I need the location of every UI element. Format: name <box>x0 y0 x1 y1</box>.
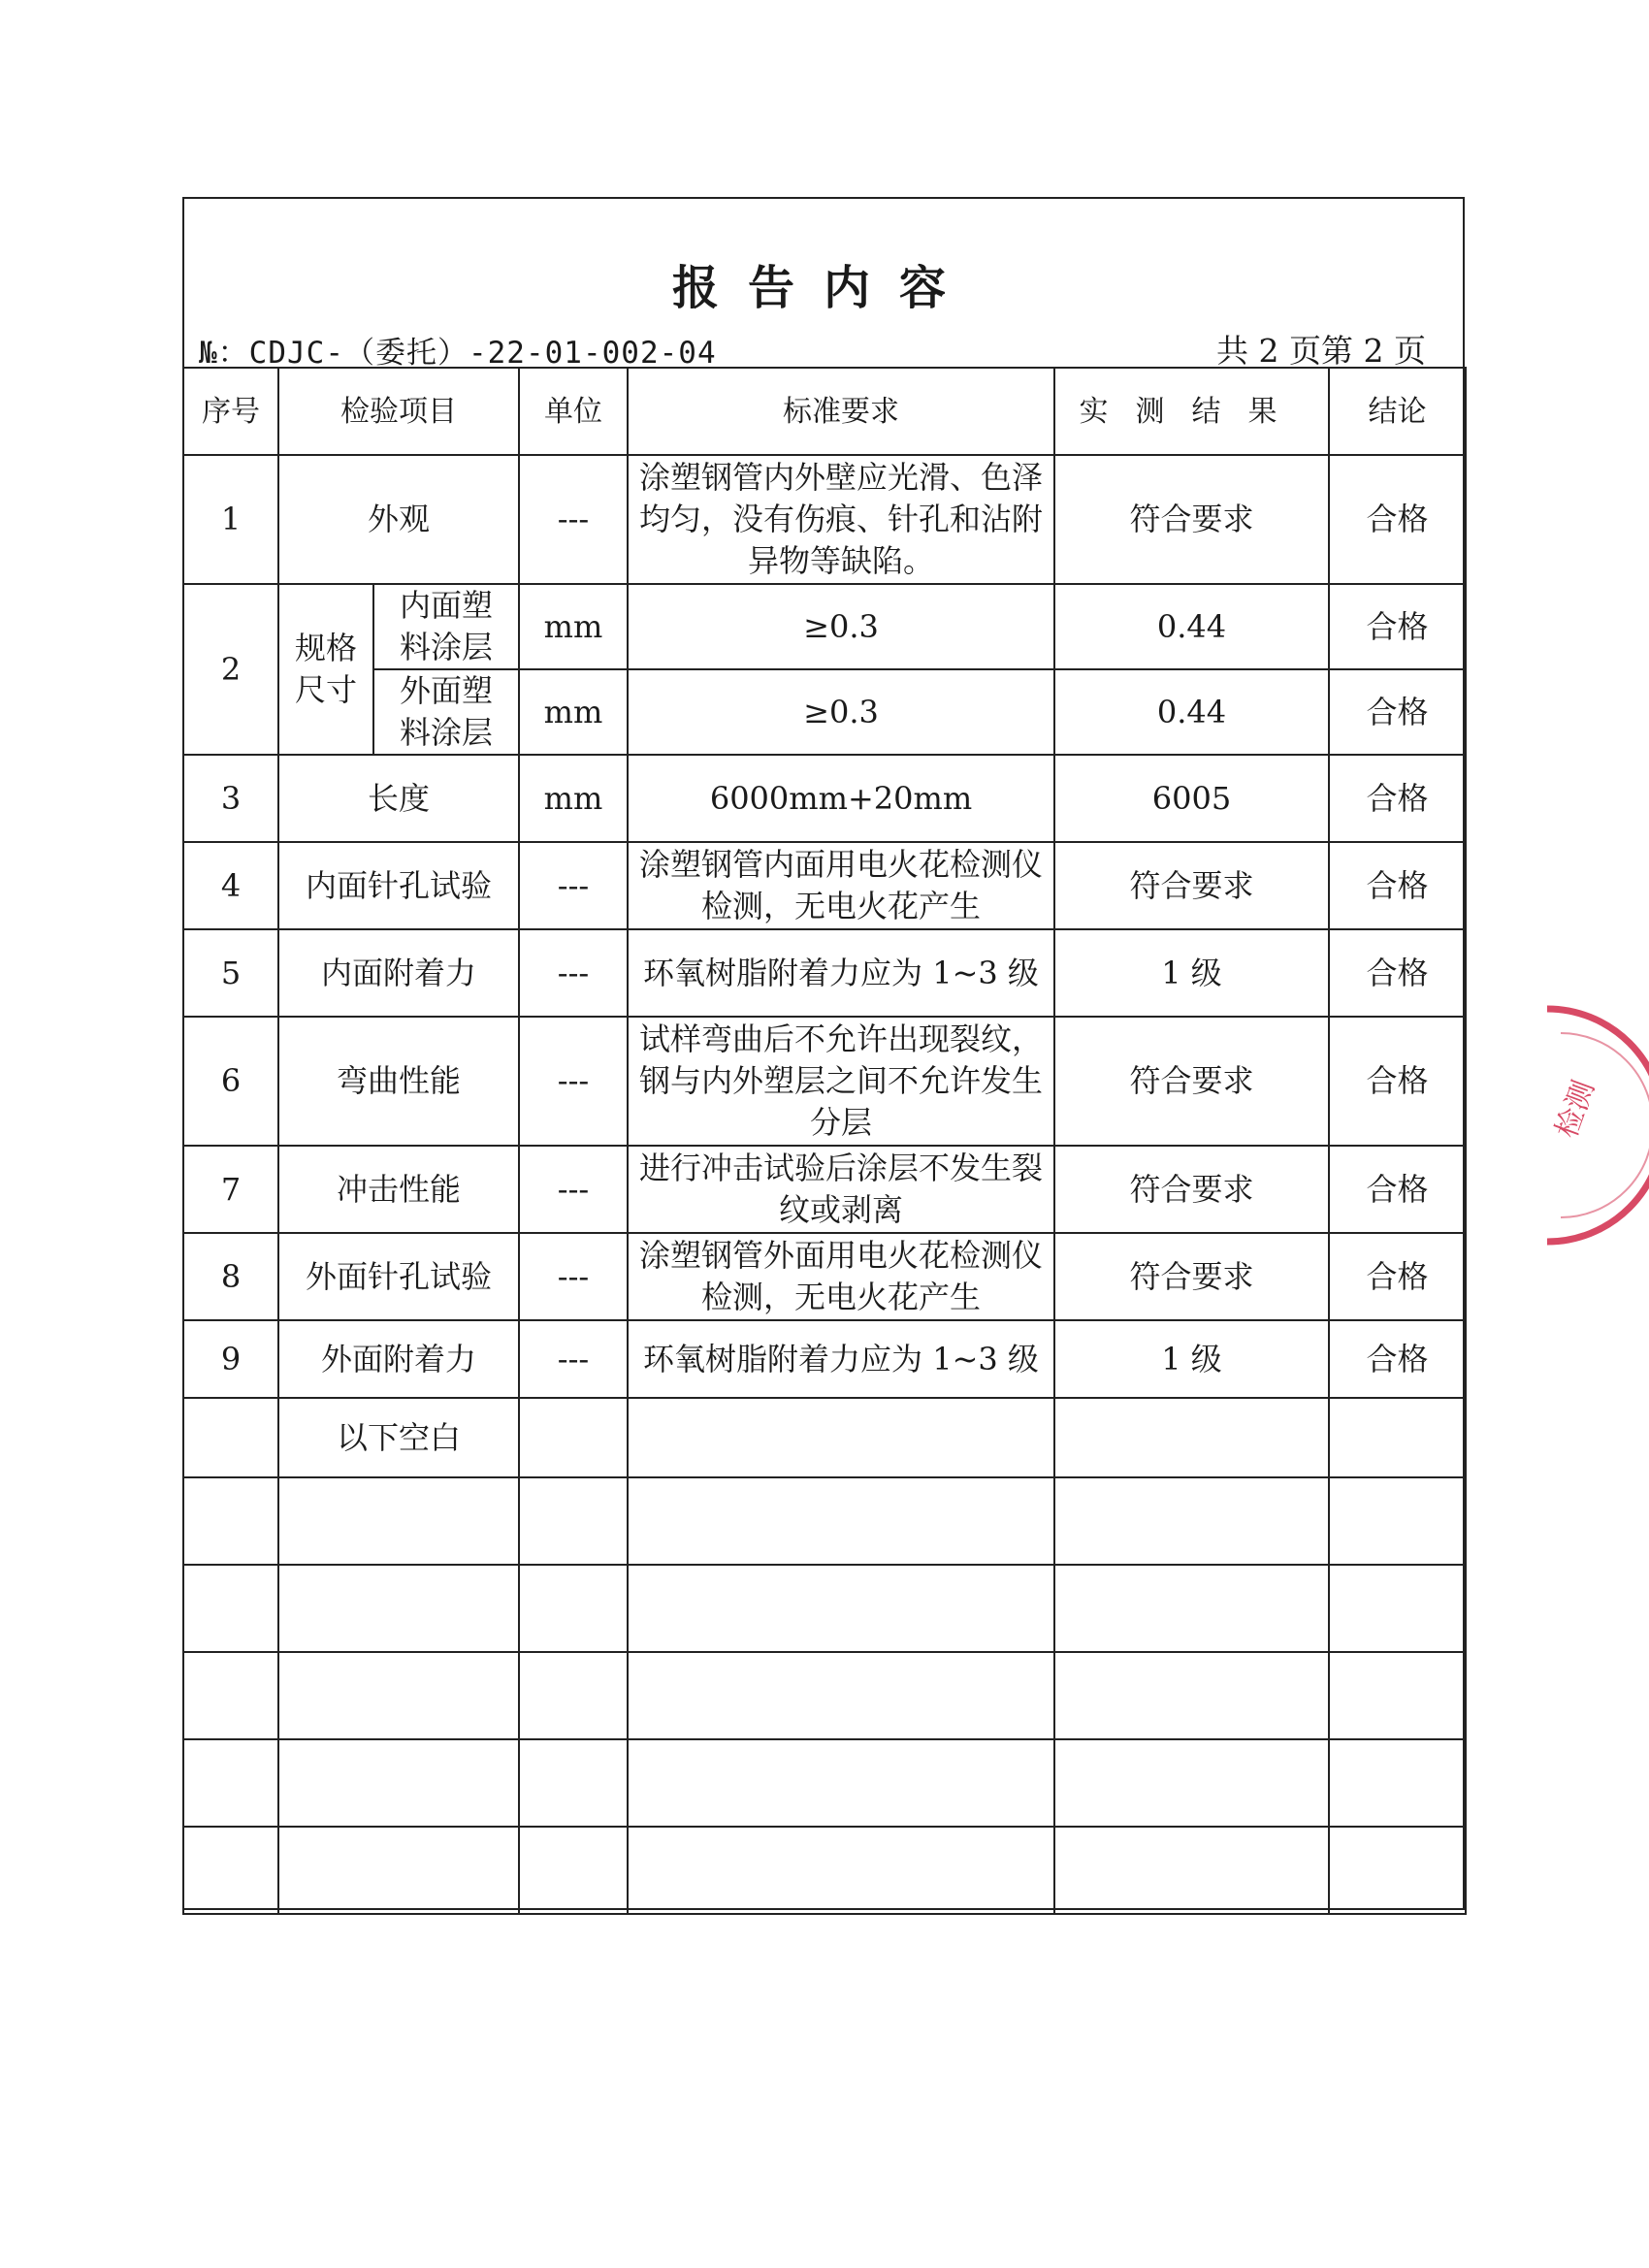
row-standard: 涂塑钢管外面用电火花检测仪检测，无电火花产生 <box>628 1233 1054 1320</box>
table-row <box>183 929 1466 1017</box>
row-conclusion: 合格 <box>1329 1233 1466 1320</box>
header-unit: 单位 <box>519 368 628 455</box>
table-row-blank-note <box>183 1398 1466 1477</box>
row-seq: 7 <box>183 1146 278 1233</box>
table-row-empty <box>183 1827 1466 1914</box>
row-result: 符合要求 <box>1054 1146 1329 1233</box>
row-result: 1 级 <box>1054 929 1329 1017</box>
row-unit: mm <box>519 584 628 669</box>
table-row <box>183 584 1466 669</box>
header-standard: 标准要求 <box>628 368 1054 455</box>
report-number: №：CDJC-（委托）-22-01-002-04 <box>199 336 717 371</box>
table-row-empty <box>183 1477 1466 1565</box>
header-item: 检验项目 <box>278 368 519 455</box>
header-row <box>183 368 1466 455</box>
row-result: 0.44 <box>1054 584 1329 669</box>
row-result: 6005 <box>1054 755 1329 842</box>
row-item: 外面针孔试验 <box>278 1233 519 1320</box>
row-seq: 5 <box>183 929 278 1017</box>
row-unit: mm <box>519 755 628 842</box>
row-conclusion: 合格 <box>1329 455 1466 584</box>
row-standard: 涂塑钢管内外壁应光滑、色泽均匀，没有伤痕、针孔和沾附异物等缺陷。 <box>628 455 1054 584</box>
row-standard: 6000mm+20mm <box>628 755 1054 842</box>
row-subitem: 内面塑料涂层 <box>373 584 519 669</box>
table-row-empty <box>183 1739 1466 1827</box>
row-conclusion: 合格 <box>1329 669 1466 755</box>
table-row-empty <box>183 1565 1466 1652</box>
row-item: 长度 <box>278 755 519 842</box>
row-seq: 3 <box>183 755 278 842</box>
blank-note: 以下空白 <box>278 1398 519 1477</box>
row-seq: 9 <box>183 1320 278 1398</box>
row-item: 内面附着力 <box>278 929 519 1017</box>
inspection-stamp <box>1518 994 1649 1256</box>
row-standard: 涂塑钢管内面用电火花检测仪检测，无电火花产生 <box>628 842 1054 929</box>
table-row <box>183 669 1466 755</box>
row-seq: 4 <box>183 842 278 929</box>
row-unit: --- <box>519 1233 628 1320</box>
row-standard: 进行冲击试验后涂层不发生裂纹或剥离 <box>628 1146 1054 1233</box>
row-result: 符合要求 <box>1054 1017 1329 1146</box>
table-row <box>183 1320 1466 1398</box>
row-result: 1 级 <box>1054 1320 1329 1398</box>
row-unit: --- <box>519 455 628 584</box>
row-subitem: 外面塑料涂层 <box>373 669 519 755</box>
row-seq: 8 <box>183 1233 278 1320</box>
row-result: 符合要求 <box>1054 455 1329 584</box>
row-seq: 2 <box>183 584 278 755</box>
row-unit: --- <box>519 1320 628 1398</box>
row-group-item: 规格尺寸 <box>278 584 373 755</box>
table-row <box>183 1146 1466 1233</box>
row-conclusion: 合格 <box>1329 1017 1466 1146</box>
table-row <box>183 1017 1466 1146</box>
row-conclusion: 合格 <box>1329 842 1466 929</box>
table-row <box>183 755 1466 842</box>
row-standard: 环氧树脂附着力应为 1~3 级 <box>628 1320 1054 1398</box>
report-title: 报告内容 <box>671 261 975 315</box>
table-row <box>183 1233 1466 1320</box>
header-conclusion: 结论 <box>1329 368 1466 455</box>
row-standard: ≥0.3 <box>628 669 1054 755</box>
row-item: 内面针孔试验 <box>278 842 519 929</box>
row-unit: mm <box>519 669 628 755</box>
row-result: 符合要求 <box>1054 1233 1329 1320</box>
row-conclusion: 合格 <box>1329 755 1466 842</box>
table-row-empty <box>183 1652 1466 1739</box>
row-item: 弯曲性能 <box>278 1017 519 1146</box>
row-conclusion: 合格 <box>1329 1320 1466 1398</box>
row-seq: 6 <box>183 1017 278 1146</box>
row-standard: 环氧树脂附着力应为 1~3 级 <box>628 929 1054 1017</box>
row-result: 符合要求 <box>1054 842 1329 929</box>
row-standard: 试样弯曲后不允许出现裂纹，钢与内外塑层之间不允许发生分层 <box>628 1017 1054 1146</box>
row-result: 0.44 <box>1054 669 1329 755</box>
stamp-text: 检测 <box>1549 1076 1602 1143</box>
row-standard: ≥0.3 <box>628 584 1054 669</box>
row-item: 冲击性能 <box>278 1146 519 1233</box>
row-item: 外面附着力 <box>278 1320 519 1398</box>
row-item: 外观 <box>278 455 519 584</box>
row-seq: 1 <box>183 455 278 584</box>
header-seq: 序号 <box>183 368 278 455</box>
row-conclusion: 合格 <box>1329 1146 1466 1233</box>
row-conclusion: 合格 <box>1329 929 1466 1017</box>
report-table <box>182 367 1467 1915</box>
page-info: 共 2 页第 2 页 <box>1216 332 1426 370</box>
row-unit: --- <box>519 842 628 929</box>
table-row <box>183 842 1466 929</box>
table-row <box>183 455 1466 584</box>
row-conclusion: 合格 <box>1329 584 1466 669</box>
header-result: 实测结果 <box>1054 368 1329 455</box>
row-unit: --- <box>519 1017 628 1146</box>
row-unit: --- <box>519 929 628 1017</box>
row-unit: --- <box>519 1146 628 1233</box>
